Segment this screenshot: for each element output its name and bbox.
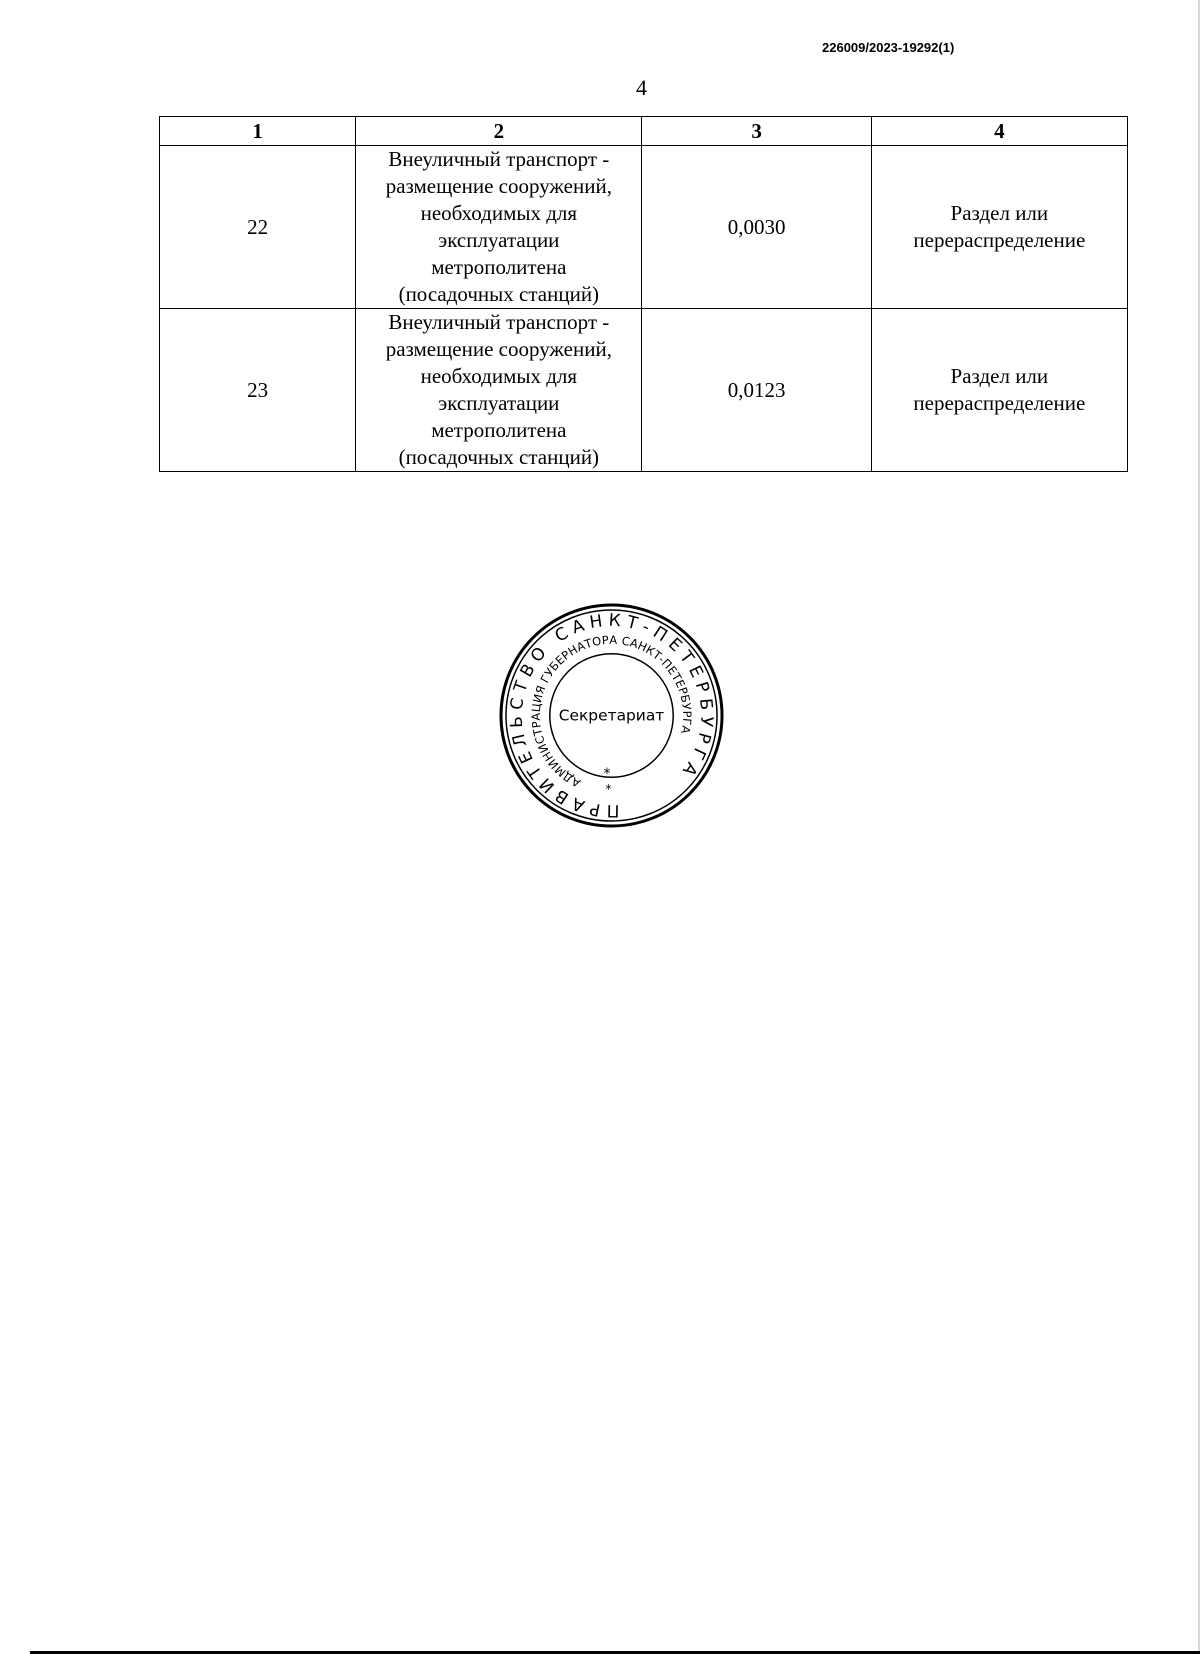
document-registration-number: 226009/2023-19292(1) [822, 40, 955, 55]
table-row [160, 146, 1128, 309]
land-use-line: необходимых для [420, 364, 578, 388]
area-cell: 0,0123 [642, 309, 871, 472]
land-use-line: Внеуличный транспорт - [388, 310, 610, 334]
column-header: 2 [356, 117, 642, 146]
land-use-line: метрополитена [431, 418, 567, 442]
land-use-line: размещение сооружений, [385, 174, 612, 198]
seal-center-text: Секретариат [558, 706, 665, 725]
land-use-cell [356, 309, 642, 472]
action-line: Раздел или [950, 364, 1049, 388]
table-header-row [160, 117, 1128, 146]
row-number-cell: 22 [160, 146, 356, 309]
land-use-line: (посадочных станций) [398, 445, 600, 469]
star-icon: * [605, 782, 612, 797]
action-line: Раздел или [950, 201, 1049, 225]
star-icon: * [603, 766, 611, 783]
column-header: 3 [642, 117, 871, 146]
action-line: перераспределение [913, 228, 1086, 252]
column-header: 4 [871, 117, 1127, 146]
land-plots-table [159, 116, 1128, 472]
seal-outer-text: ПРАВИТЕЛЬСТВО САНКТ-ПЕТЕРБУРГА [505, 609, 718, 822]
page-number: 4 [636, 75, 647, 100]
land-use-line: необходимых для [420, 201, 578, 225]
action-line: перераспределение [913, 391, 1086, 415]
land-use-cell [356, 146, 642, 309]
action-cell [871, 309, 1127, 472]
land-use-line: эксплуатации [438, 228, 560, 252]
official-seal-stamp [498, 602, 725, 829]
seal-inner-text: АДМИНИСТРАЦИЯ ГУБЕРНАТОРА САНКТ-ПЕТЕРБУРГА [528, 632, 695, 791]
area-cell: 0,0030 [642, 146, 871, 309]
land-use-line: (посадочных станций) [398, 282, 600, 306]
land-use-line: метрополитена [431, 255, 567, 279]
action-cell [871, 146, 1127, 309]
land-use-line: Внеуличный транспорт - [388, 147, 610, 171]
table-row [160, 309, 1128, 472]
column-header: 1 [160, 117, 356, 146]
land-use-line: размещение сооружений, [385, 337, 612, 361]
row-number-cell: 23 [160, 309, 356, 472]
land-use-line: эксплуатации [438, 391, 560, 415]
